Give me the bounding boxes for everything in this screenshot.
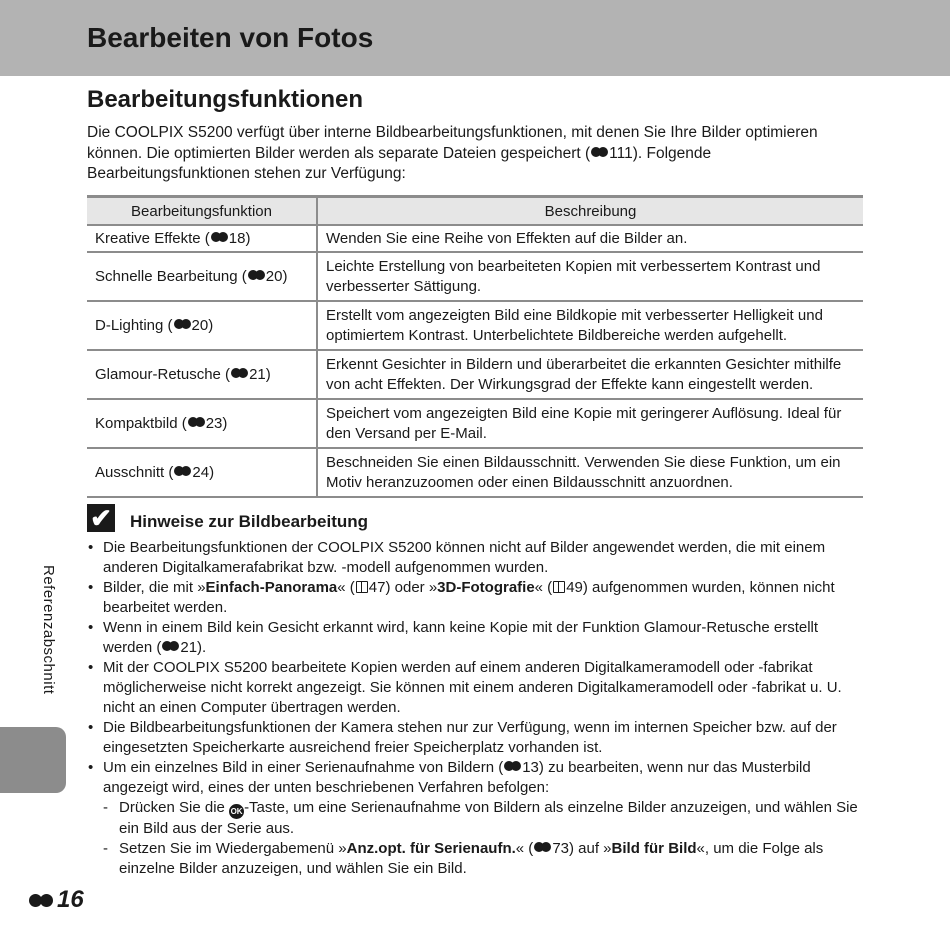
e-ref-icon <box>534 842 551 852</box>
text: ) auf » <box>569 840 612 857</box>
function-name: Kompaktbild <box>95 414 178 432</box>
intro-paragraph <box>87 123 867 185</box>
ok-button-icon: OK <box>229 804 244 819</box>
section-title: Bearbeitungsfunktionen <box>87 86 364 113</box>
table-row <box>87 448 863 497</box>
function-name: Kreative Effekte <box>95 229 201 247</box>
e-ref-icon <box>174 466 191 476</box>
book-icon <box>356 581 368 593</box>
function-cell: Ausschnitt ( 24) <box>87 448 317 497</box>
text: Drücken Sie die <box>119 799 230 816</box>
list-item: • Die Bearbeitungsfunktionen der COOLPIX S5200 können nicht auf Bilder angewendet werden, die mit einem anderen Digitalkamerafabrikat bzw. -modell aufgenommen wurden. <box>87 538 863 578</box>
function-cell: Kompaktbild ( 23) <box>87 399 317 448</box>
functions-table <box>87 195 863 498</box>
menu-option-name: 3D-Fotografie <box>437 579 535 596</box>
page-ref: 73 <box>552 840 569 857</box>
description-cell: Erstellt vom angezeigten Bild eine Bildkopie mit verbesserter Helligkeit und optimiertem Kontrast. Unterbelichtete Bildbereiche werden aufgehellt. <box>326 306 823 344</box>
text: « ( <box>534 579 553 596</box>
notes-list <box>87 538 863 879</box>
book-icon <box>553 581 565 593</box>
table-row <box>87 225 863 252</box>
function-ref: 24 <box>192 463 210 481</box>
e-ref-icon <box>174 319 191 329</box>
page-ref: 21 <box>180 639 198 656</box>
function-ref: 21 <box>249 365 266 383</box>
function-cell: Schnelle Bearbeitung ( 20) <box>87 252 317 301</box>
description-cell: Beschneiden Sie einen Bildausschnitt. Verwenden Sie diese Funktion, um ein Motiv heranzuzoomen oder einen Bildausschnitt anzuordnen. <box>326 453 841 491</box>
function-ref: 20 <box>265 267 283 285</box>
table-row <box>87 399 863 448</box>
page-ref: 47 <box>368 579 386 596</box>
function-name: Glamour-Retusche <box>95 365 221 383</box>
function-ref: 18 <box>228 229 246 247</box>
list-item <box>87 618 863 658</box>
text: Bilder, die mit » <box>103 579 206 596</box>
text: «, um die Folge als einzelne Bilder anzuzeigen, und wählen Sie ein Bild. <box>119 840 824 877</box>
sub-list <box>103 798 863 879</box>
text: « ( <box>515 840 534 857</box>
text: « ( <box>337 579 355 596</box>
sub-list-item <box>103 798 863 839</box>
text: Setzen Sie im Wiedergabemenü » <box>119 840 347 857</box>
e-ref-icon <box>162 641 179 651</box>
menu-option-name: Anz.opt. für Serienaufn. <box>346 840 516 857</box>
e-ref-icon <box>29 894 53 907</box>
list-item: • Mit der COOLPIX S5200 bearbeitete Kopien werden auf einem anderen Digitalkameramodell oder -fabrikat möglicherweise nicht korrekt angezeigt. Sie können mit einem anderen Digitalkameramodell oder -fabrikat u. U. nicht an einen Computer übertragen werden. <box>87 658 863 718</box>
text: -Taste, um eine Serienaufnahme von Bildern als einzelne Bilder anzuzeigen, und wählen Sie ein Bild aus der Serie aus. <box>119 799 858 837</box>
description-cell: Leichte Erstellung von bearbeiteten Kopien mit verbessertem Kontrast und verbesserter Sättigung. <box>326 257 821 295</box>
function-name: Schnelle Bearbeitung <box>95 267 238 285</box>
intro-ref: 111 <box>609 144 633 162</box>
menu-option-name: Einfach-Panorama <box>205 579 338 596</box>
text: ) zu bearbeiten, wenn nur das Musterbild angezeigt wird, eines der unten beschriebenen Verfahren befolgen: <box>103 759 811 796</box>
text: ) oder » <box>385 579 438 596</box>
intro-text-2: ). Folgende Bearbeitungsfunktionen stehen zur Verfügung: <box>87 144 712 182</box>
function-ref: 23 <box>205 414 223 432</box>
function-name: D-Lighting <box>95 316 164 334</box>
description-cell: Speichert vom angezeigten Bild eine Kopie mit geringerer Auflösung. Ideal für den Versand per E-Mail. <box>326 404 842 442</box>
description-cell: Wenden Sie eine Reihe von Effekten auf die Bilder an. <box>326 229 688 247</box>
text: Um ein einzelnes Bild in einer Serienaufnahme von Bildern ( <box>103 759 504 776</box>
page-ref: 49 <box>566 579 583 596</box>
description-cell: Erkennt Gesichter in Bildern und überarbeitet die erkannten Gesichter mithilfe von acht Effekten. Der Wirkungsgrad der Effekte kann eingestellt werden. <box>326 355 842 393</box>
side-section-tab <box>0 727 66 793</box>
table-header-row <box>87 197 863 226</box>
e-ref-icon <box>231 368 248 378</box>
table-row <box>87 350 863 399</box>
page-number-value: 16 <box>57 886 84 913</box>
menu-option-name: Bild für Bild <box>611 840 697 857</box>
list-item: • Die Bildbearbeitungsfunktionen der Kamera stehen nur zur Verfügung, wenn im internen Speicher bzw. auf der eingesetzten Speicherkarte ausreichend freier Speicherplatz vorhanden ist. <box>87 718 863 758</box>
e-ref-icon <box>211 232 228 242</box>
e-ref-icon <box>591 147 608 157</box>
column-header-function: Bearbeitungsfunktion <box>87 197 317 226</box>
table-row <box>87 301 863 350</box>
side-section-label: Referenzabschnitt <box>40 565 57 695</box>
column-header-description: Beschreibung <box>544 202 637 220</box>
function-ref: 20 <box>191 316 209 334</box>
function-cell: D-Lighting ( 20) <box>87 301 317 350</box>
table-row <box>87 252 863 301</box>
notes-title: Hinweise zur Bildbearbeitung <box>130 512 369 531</box>
page-ref: 13 <box>522 759 539 776</box>
function-cell: Kreative Effekte ( 18) <box>87 225 317 252</box>
e-ref-icon <box>504 761 521 771</box>
function-name: Ausschnitt <box>95 463 165 481</box>
page-title: Bearbeiten von Fotos <box>87 22 374 53</box>
text: ). <box>197 639 207 656</box>
text: Wenn in einem Bild kein Gesicht erkannt wird, kann keine Kopie mit der Funktion Glamour-Retusche erstellt werden ( <box>103 619 819 656</box>
list-item <box>87 578 863 618</box>
check-icon: ✔ <box>87 504 115 532</box>
page-number <box>28 885 84 915</box>
e-ref-icon <box>248 270 265 280</box>
list-item <box>87 758 863 879</box>
function-cell: Glamour-Retusche ( 21) <box>87 350 317 399</box>
e-ref-icon <box>188 417 205 427</box>
intro-text-1: Die COOLPIX S5200 verfügt über interne Bildbearbeitungsfunktionen, mit denen Sie Ihre Bilder optimieren können. Die optimierten Bilder werden als separate Dateien gespeichert ( <box>87 124 818 162</box>
text: ) aufgenommen wurden, können nicht bearbeitet werden. <box>103 579 835 616</box>
sub-list-item <box>103 839 863 879</box>
